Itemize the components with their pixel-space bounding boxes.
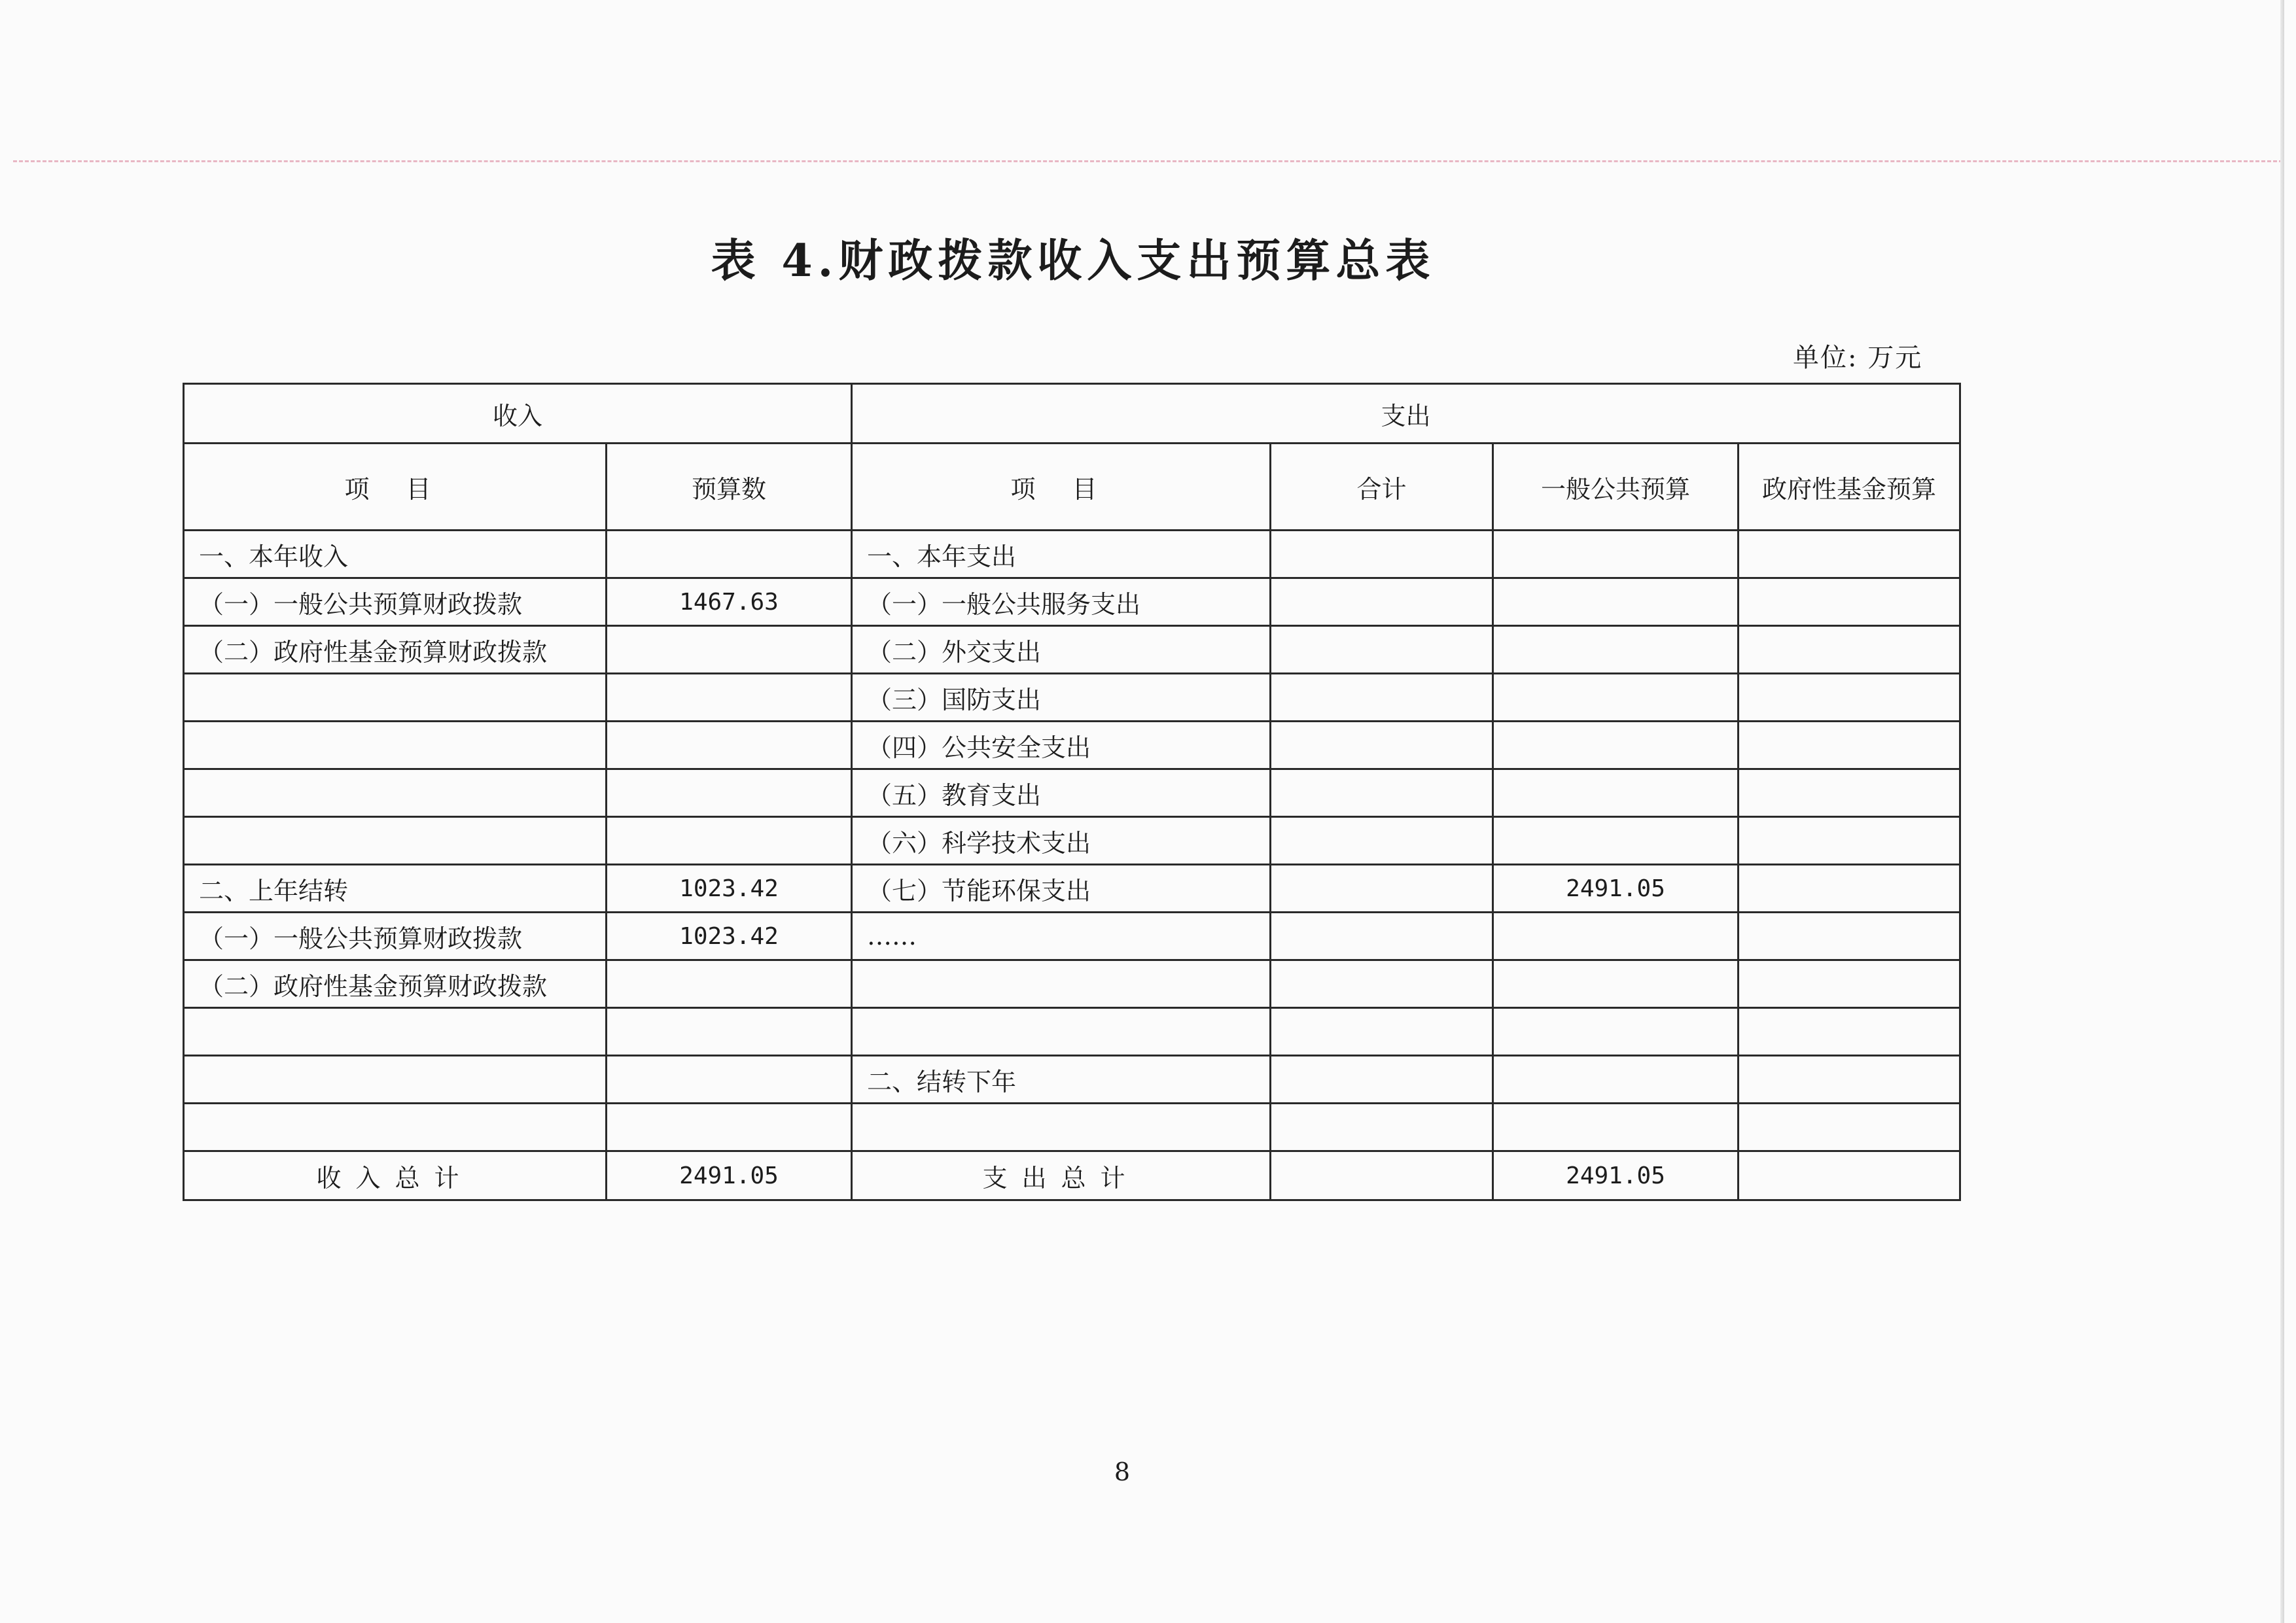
expense-general-cell [1493, 960, 1739, 1008]
expense-item-cell: （二）外交支出 [852, 626, 1271, 674]
col-header-income-item: 项 目 [184, 444, 607, 531]
table-row [184, 865, 1960, 913]
expense-general-cell [1493, 578, 1739, 626]
expense-total-general: 2491.05 [1493, 1151, 1739, 1200]
income-item-cell [184, 769, 607, 817]
table-row [184, 578, 1960, 626]
expense-fund-cell [1739, 1008, 1960, 1056]
income-item-cell: 二、上年结转 [184, 865, 607, 913]
expense-general-cell: 2491.05 [1493, 865, 1739, 913]
expense-total-cell [1271, 674, 1493, 722]
income-item-cell [184, 722, 607, 769]
income-value-cell [607, 626, 852, 674]
income-item-cell: （二）政府性基金预算财政拨款 [184, 960, 607, 1008]
table-row [184, 626, 1960, 674]
budget-table [183, 383, 1961, 1201]
expense-fund-cell [1739, 865, 1960, 913]
expense-total-cell [1271, 531, 1493, 578]
expense-general-cell [1493, 626, 1739, 674]
table-row [184, 674, 1960, 722]
expense-item-cell: （七）节能环保支出 [852, 865, 1271, 913]
expense-total-cell [1271, 1104, 1493, 1151]
table-row [184, 817, 1960, 865]
income-item-cell [184, 1104, 607, 1151]
income-item-cell: （一）一般公共预算财政拨款 [184, 578, 607, 626]
income-value-cell [607, 531, 852, 578]
expense-general-cell [1493, 674, 1739, 722]
income-item-cell [184, 674, 607, 722]
expense-total-cell [1271, 817, 1493, 865]
expense-item-cell [852, 960, 1271, 1008]
expense-fund-cell [1739, 578, 1960, 626]
expense-fund-cell [1739, 769, 1960, 817]
income-value-cell [607, 1056, 852, 1104]
expense-item-cell: （五）教育支出 [852, 769, 1271, 817]
col-header-total: 合计 [1271, 444, 1493, 531]
table-row [184, 1008, 1960, 1056]
income-value-cell [607, 769, 852, 817]
income-group-header: 收入 [184, 384, 852, 444]
income-value-cell [607, 817, 852, 865]
income-item-cell: （二）政府性基金预算财政拨款 [184, 626, 607, 674]
expense-fund-cell [1739, 674, 1960, 722]
income-value-cell [607, 674, 852, 722]
table-row [184, 531, 1960, 578]
table-row [184, 960, 1960, 1008]
expense-item-cell: 二、结转下年 [852, 1056, 1271, 1104]
expense-fund-cell [1739, 722, 1960, 769]
table-row [184, 1104, 1960, 1151]
expense-total-cell [1271, 1008, 1493, 1056]
expense-general-cell [1493, 531, 1739, 578]
header-row-columns [184, 444, 1960, 531]
expense-total-cell [1271, 578, 1493, 626]
expense-general-cell [1493, 817, 1739, 865]
expense-total-label: 支出总计 [852, 1151, 1271, 1200]
expense-fund-cell [1739, 1056, 1960, 1104]
expense-item-cell: （四）公共安全支出 [852, 722, 1271, 769]
expense-fund-cell [1739, 531, 1960, 578]
expense-group-header: 支出 [852, 384, 1960, 444]
expense-total-cell [1271, 769, 1493, 817]
expense-total-cell [1271, 960, 1493, 1008]
expense-fund-cell [1739, 626, 1960, 674]
expense-item-cell [852, 1008, 1271, 1056]
income-item-cell: （一）一般公共预算财政拨款 [184, 913, 607, 960]
expense-general-cell [1493, 1008, 1739, 1056]
income-total-label: 收入总计 [184, 1151, 607, 1200]
expense-fund-cell [1739, 817, 1960, 865]
page-title: 表 4.财政拨款收入支出预算总表 [711, 235, 1436, 287]
expense-item-cell: 一、本年支出 [852, 531, 1271, 578]
expense-total-cell [1271, 913, 1493, 960]
col-header-general-budget: 一般公共预算 [1493, 444, 1739, 531]
income-item-cell [184, 1056, 607, 1104]
income-value-cell [607, 1104, 852, 1151]
income-total-value: 2491.05 [607, 1151, 852, 1200]
expense-item-cell: （一）一般公共服务支出 [852, 578, 1271, 626]
expense-fund-cell [1739, 1104, 1960, 1151]
expense-total-fund [1739, 1151, 1960, 1200]
expense-general-cell [1493, 1056, 1739, 1104]
expense-item-cell: （三）国防支出 [852, 674, 1271, 722]
income-value-cell [607, 722, 852, 769]
expense-total-sum [1271, 1151, 1493, 1200]
expense-fund-cell [1739, 960, 1960, 1008]
page-number: 8 [1114, 1457, 1131, 1486]
expense-total-cell [1271, 865, 1493, 913]
expense-total-cell [1271, 1056, 1493, 1104]
expense-total-cell [1271, 722, 1493, 769]
col-header-budget: 预算数 [607, 444, 852, 531]
col-header-fund-budget: 政府性基金预算 [1739, 444, 1960, 531]
income-value-cell [607, 1008, 852, 1056]
income-value-cell: 1023.42 [607, 913, 852, 960]
col-header-expense-item: 项 目 [852, 444, 1271, 531]
expense-item-cell: （六）科学技术支出 [852, 817, 1271, 865]
income-item-cell: 一、本年收入 [184, 531, 607, 578]
expense-general-cell [1493, 913, 1739, 960]
expense-total-cell [1271, 626, 1493, 674]
expense-general-cell [1493, 722, 1739, 769]
table-row [184, 913, 1960, 960]
unit-label: 单位: 万元 [1793, 343, 1923, 373]
income-item-cell [184, 1008, 607, 1056]
expense-general-cell [1493, 1104, 1739, 1151]
header-row-groups [184, 384, 1960, 444]
expense-general-cell [1493, 769, 1739, 817]
expense-item-cell [852, 1104, 1271, 1151]
expense-item-cell: …… [852, 913, 1271, 960]
table-row [184, 769, 1960, 817]
table-row [184, 722, 1960, 769]
income-value-cell: 1467.63 [607, 578, 852, 626]
scan-artifact-line [13, 160, 2283, 162]
income-value-cell: 1023.42 [607, 865, 852, 913]
totals-row [184, 1151, 1960, 1200]
income-item-cell [184, 817, 607, 865]
expense-fund-cell [1739, 913, 1960, 960]
table-row [184, 1056, 1960, 1104]
page-edge-shadow [2280, 0, 2284, 1623]
income-value-cell [607, 960, 852, 1008]
